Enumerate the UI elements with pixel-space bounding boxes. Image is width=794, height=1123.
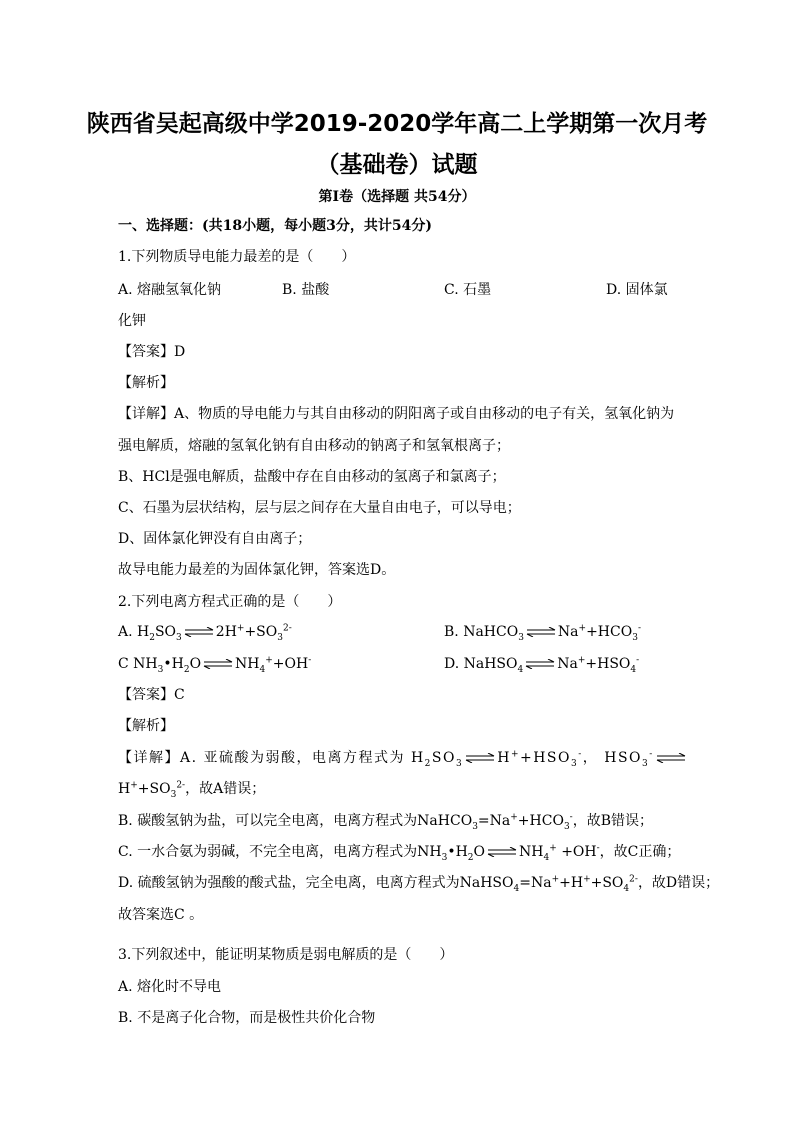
- reversible-arrow-icon: [526, 627, 556, 637]
- reversible-arrow-icon: [203, 659, 233, 669]
- q3-stem: 3.下列叙述中，能证明某物质是弱电解质的是（ ）: [118, 947, 454, 963]
- part-title: 一、选择题：(共18小题，每小题3分，共计54分): [118, 218, 432, 234]
- reversible-arrow-icon: [184, 627, 214, 637]
- q1-detail-4: C、石墨为层状结构，层与层之间存在大量自由电子，可以导电；: [118, 500, 521, 516]
- q2-answer: 【答案】C: [118, 687, 185, 703]
- q1-detail-1: 【详解】A、物质的导电能力与其自由移动的阴阳离子或自由移动的电子有关，氢氧化钠为: [118, 406, 675, 422]
- q1-detail-3: B、HCl是强电解质，盐酸中存在自由移动的氢离子和氯离子；: [118, 469, 506, 485]
- q1-option-b: B. 盐酸: [282, 282, 330, 298]
- q1-detail-2: 强电解质，熔融的氢氧化钠有自由移动的钠离子和氢氧根离子；: [118, 438, 510, 454]
- q1-stem: 1.下列物质导电能力最差的是（ ）: [118, 249, 356, 265]
- q1-option-d-cont: 化钾: [118, 313, 146, 329]
- q2-stem: 2.下列电离方程式正确的是（ ）: [118, 594, 342, 610]
- q2-detail-a: 【详解】A. 亚硫酸为弱酸，电离方程式为 $H_2SO_3$ $H^++HSO_3^-$， $HSO_3^-$: [118, 748, 688, 768]
- q2-detail-b: B. 碳酸氢钠为盐，可以完全电离，电离方程式为$NaHCO_3=Na^++HCO_3^-$，故B错误；: [118, 812, 654, 832]
- q1-option-c: C. 石墨: [444, 282, 492, 298]
- q3-option-a: A. 熔化时不导电: [118, 979, 222, 995]
- section-header: 第Ⅰ卷（选择题 共54分）: [318, 189, 476, 205]
- reversible-arrow-icon: [465, 753, 495, 763]
- q2-option-b: B. NaHCO$_3$ $Na^++HCO_3^-$: [444, 623, 641, 643]
- q1-analysis-heading: 【解析】: [118, 375, 174, 391]
- q1-detail-6: 故导电能力最差的为固体氯化钾，答案选D。: [118, 562, 396, 578]
- q1-option-a: A. 熔融氢氧化钠: [118, 282, 222, 298]
- q3-option-b: B. 不是离子化合物，而是极性共价化合物: [118, 1010, 376, 1026]
- q2-option-c: C $NH_3•H_2O$ $NH_4^++OH^-$: [118, 655, 312, 675]
- q2-detail-c: C. 一水合氨为弱碱，不完全电离，电离方程式为$NH_3•H_2O$ $NH_4^+ +OH^-$，故C正确；: [118, 843, 681, 863]
- q1-option-d: D. 固体氯: [606, 282, 668, 298]
- document-title-line1: 陕西省吴起高级中学2019-2020学年高二上学期第一次月考: [86, 111, 708, 137]
- q2-detail-a-cont: $H^++SO_3^{2-}$，故A错误；: [118, 780, 266, 800]
- q1-detail-5: D、固体氯化钾没有自由离子；: [118, 531, 312, 547]
- q2-option-a: A. $H_2SO_3$ $2H^++SO_3^{2-}$: [118, 623, 292, 643]
- reversible-arrow-icon: [525, 659, 555, 669]
- document-title-line2: （基础卷）试题: [316, 152, 478, 178]
- q1-answer: 【答案】D: [118, 344, 186, 360]
- q2-detail-d: D. 硫酸氢钠为强酸的酸式盐，完全电离，电离方程式为$NaHSO_4=Na^++H^++SO_4^{2-}$，故D错误；: [118, 874, 720, 894]
- reversible-arrow-icon: [656, 753, 686, 763]
- q2-conclusion: 故答案选C 。: [118, 907, 204, 923]
- q2-analysis-heading: 【解析】: [118, 718, 174, 734]
- reversible-arrow-icon: [487, 847, 517, 857]
- q2-option-d: D. NaHSO$_4$ $Na^++HSO_4^-$: [444, 655, 640, 675]
